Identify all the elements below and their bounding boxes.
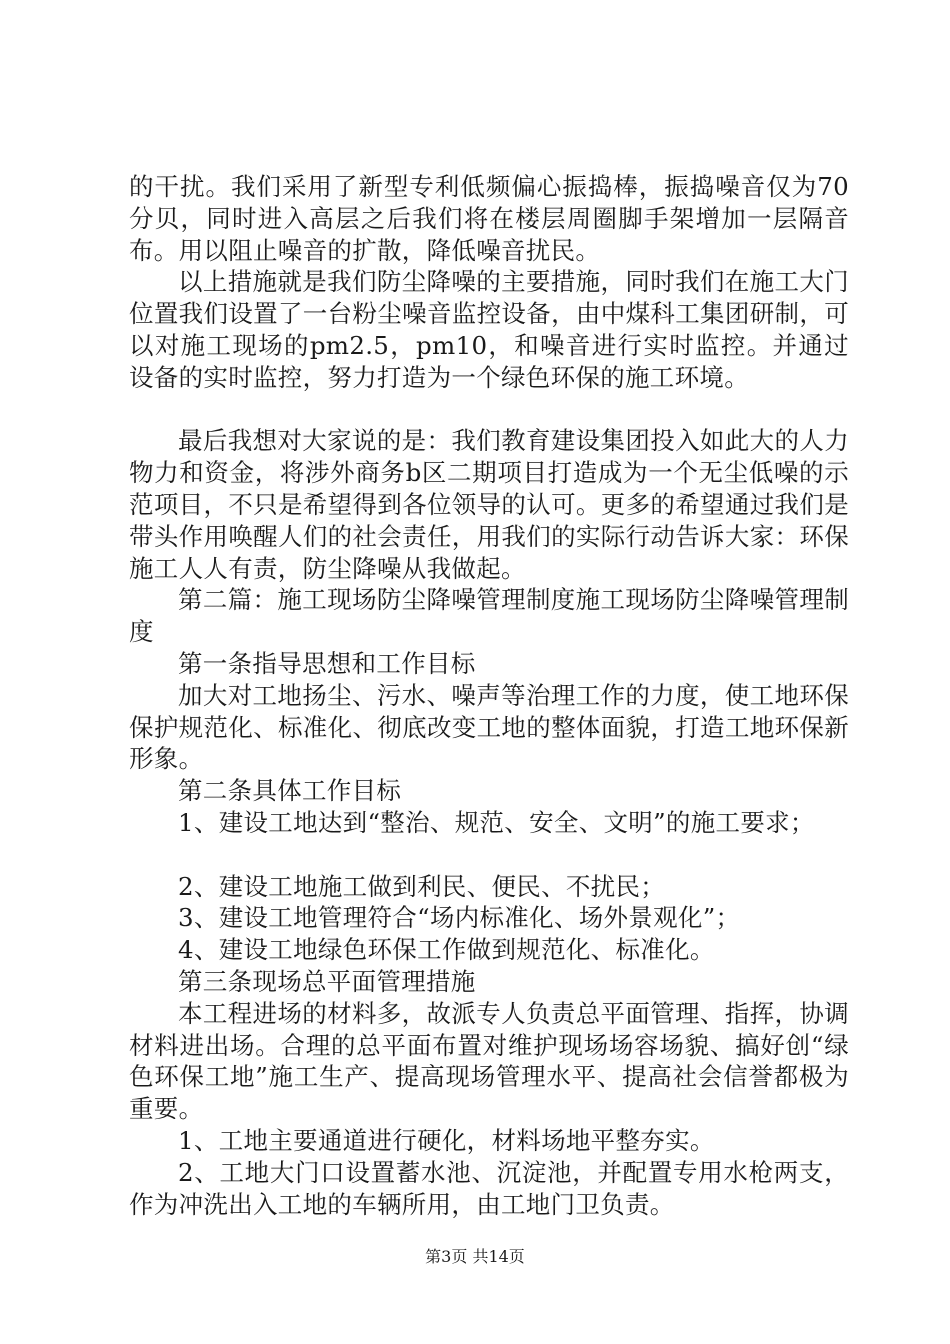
list-item-measure-2: 2、工地大门口设置蓄水池、沉淀池，并配置专用水枪两支，作为冲洗出入工地的车辆所用，由工地门卫负责。 [129, 1157, 849, 1219]
list-item-goal-1: 1、建设工地达到“整治、规范、安全、文明”的施工要求； [178, 807, 815, 837]
article-heading-3: 第三条现场总平面管理措施 [178, 966, 476, 996]
paragraph-site-layout: 本工程进场的材料多，故派专人负责总平面管理、指挥，协调材料进出场。合理的总平面布置对维护现场场容场貌、搞好创“绿色环保工地”施工生产、提高现场管理水平、提高社会信誉都极为重要。 [129, 998, 849, 1124]
paragraph-noise-interference: 的干扰。我们采用了新型专利低频偏心振捣棒，振捣噪音仅为70分贝，同时进入高层之后我们将在楼层周圈脚手架增加一层隔音布。用以阻止噪音的扩散，降低噪音扰民。 [129, 172, 849, 265]
section-heading-part-two: 第二篇：施工现场防尘降噪管理制度施工现场防尘降噪管理制度 [129, 585, 849, 647]
list-item-goal-3: 3、建设工地管理符合“场内标准化、场外景观化”； [178, 903, 741, 933]
paragraph-closing-remarks: 最后我想对大家说的是：我们教育建设集团投入如此大的人力物力和资金，将涉外商务b区二期项目打造成为一个无尘低噪的示范项目，不只是希望得到各位领导的认可。更多的希望通过我们是带头作用唤醒人们的社会责任，用我们的实际行动告诉大家：环保施工人人有责，防尘降噪从我做起。 [129, 426, 849, 583]
paragraph-monitoring-measures: 以上措施就是我们防尘降噪的主要措施，同时我们在施工大门位置我们设置了一台粉尘噪音监控设备，由中煤科工集团研制，可以对施工现场的pm2.5，pm10，和噪音进行实时监控。并通过设备的实时监控，努力打造为一个绿色环保的施工环境。 [129, 267, 849, 392]
page-number: 第3页 共14页 [425, 1247, 525, 1266]
article-heading-1: 第一条指导思想和工作目标 [178, 648, 476, 678]
list-item-goal-4: 4、建设工地绿色环保工作做到规范化、标准化。 [178, 935, 715, 965]
paragraph-guiding-ideology: 加大对工地扬尘、污水、噪声等治理工作的力度，使工地环保保护规范化、标准化、彻底改变工地的整体面貌，打造工地环保新形象。 [129, 680, 849, 774]
document-body [129, 171, 849, 1220]
list-item-measure-1: 1、工地主要通道进行硬化，材料场地平整夯实。 [178, 1125, 715, 1155]
list-item-goal-2: 2、建设工地施工做到利民、便民、不扰民； [178, 871, 666, 901]
article-heading-2: 第二条具体工作目标 [178, 776, 402, 806]
